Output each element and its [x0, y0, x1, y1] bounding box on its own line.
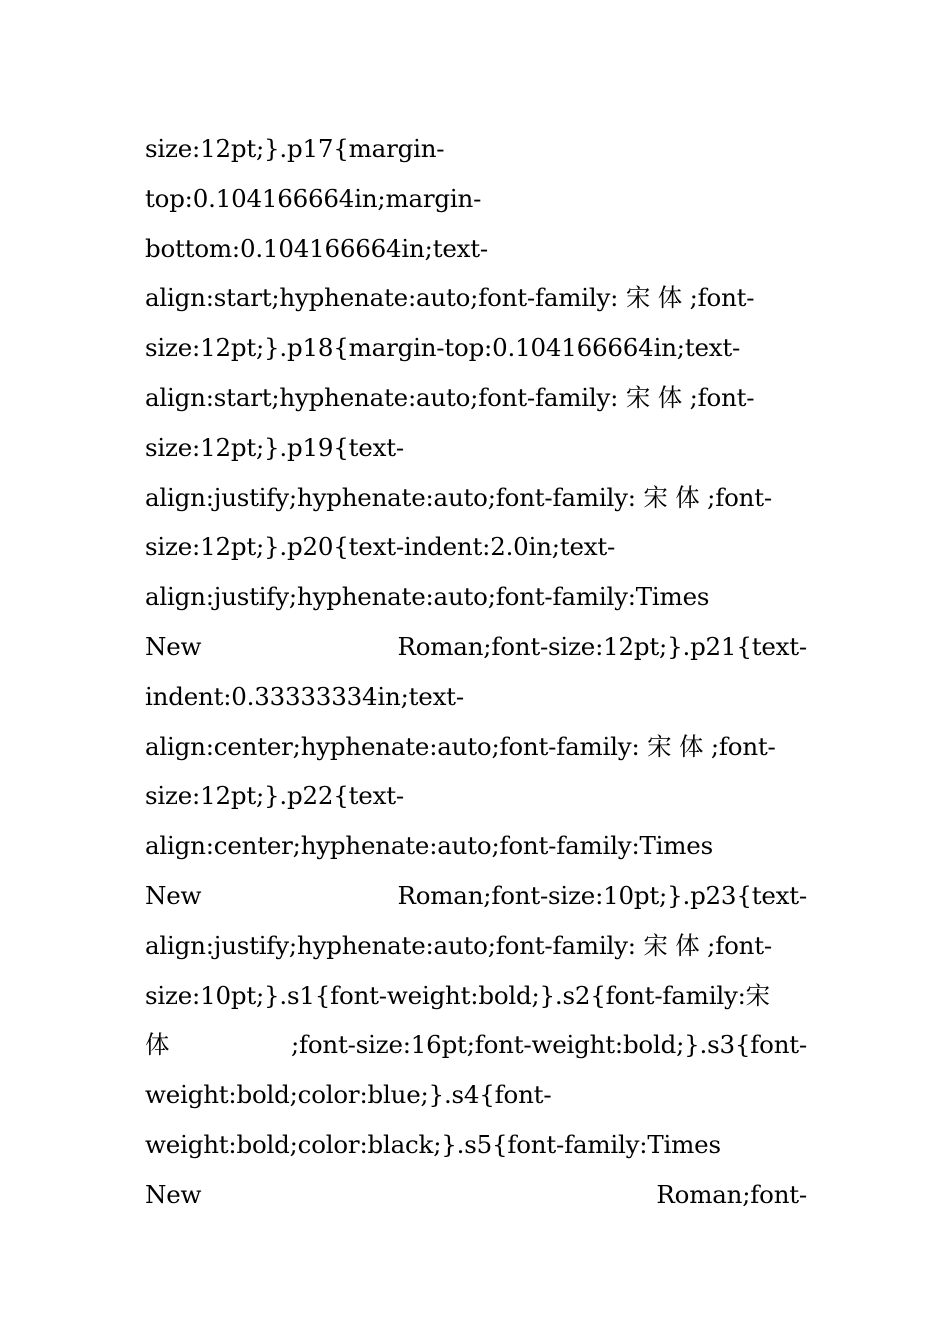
text-line: size:10pt;}.s1{font-weight:bold;}.s2{font-family:宋: [145, 980, 770, 1010]
text-line: align:justify;hyphenate:auto;font-family:Times: [145, 582, 710, 612]
text-word: New: [145, 631, 202, 661]
text-line: align:center;hyphenate:auto;font-family: 宋 体 ;font-: [145, 731, 776, 761]
text-line: align:start;hyphenate:auto;font-family: 宋 体 ;font-: [145, 382, 755, 412]
text-line: align:justify;hyphenate:auto;font-family: 宋 体 ;font-: [145, 482, 772, 512]
text-line: [145, 871, 807, 921]
text-word: New: [145, 880, 202, 910]
text-word: ;font-size:16pt;font-weight:bold;}.s3{font-: [290, 1030, 807, 1060]
text-line: [145, 1020, 807, 1070]
text-line: size:12pt;}.p19{text-: [145, 432, 404, 462]
text-line: indent:0.33333334in;text-: [145, 681, 464, 711]
text-word: New: [145, 1179, 202, 1209]
text-word: 体: [145, 1030, 170, 1060]
text-line: top:0.104166664in;margin-: [145, 183, 482, 213]
text-line: size:12pt;}.p20{text-indent:2.0in;text-: [145, 532, 616, 562]
text-line: size:12pt;}.p17{margin-: [145, 134, 445, 163]
text-word: Roman;font-size:12pt;}.p21{text-: [397, 631, 807, 661]
text-line: align:justify;hyphenate:auto;font-family: 宋 体 ;font-: [145, 930, 772, 960]
text-line: [145, 622, 807, 672]
text-line: size:12pt;}.p18{margin-top:0.104166664in;text-: [145, 333, 741, 363]
text-line: weight:bold;color:black;}.s5{font-family:Times: [145, 1129, 721, 1159]
text-word: Roman;font-size:10pt;}.p23{text-: [397, 880, 807, 910]
document-text: [145, 124, 807, 1220]
text-line: bottom:0.104166664in;text-: [145, 233, 488, 263]
text-line: [145, 1170, 807, 1220]
text-line: align:start;hyphenate:auto;font-family: 宋 体 ;font-: [145, 283, 755, 313]
text-line: weight:bold;color:blue;}.s4{font-: [145, 1080, 552, 1110]
text-line: size:12pt;}.p22{text-: [145, 781, 404, 811]
text-word: Roman;font-: [656, 1179, 807, 1209]
text-line: align:center;hyphenate:auto;font-family:Times: [145, 831, 713, 861]
